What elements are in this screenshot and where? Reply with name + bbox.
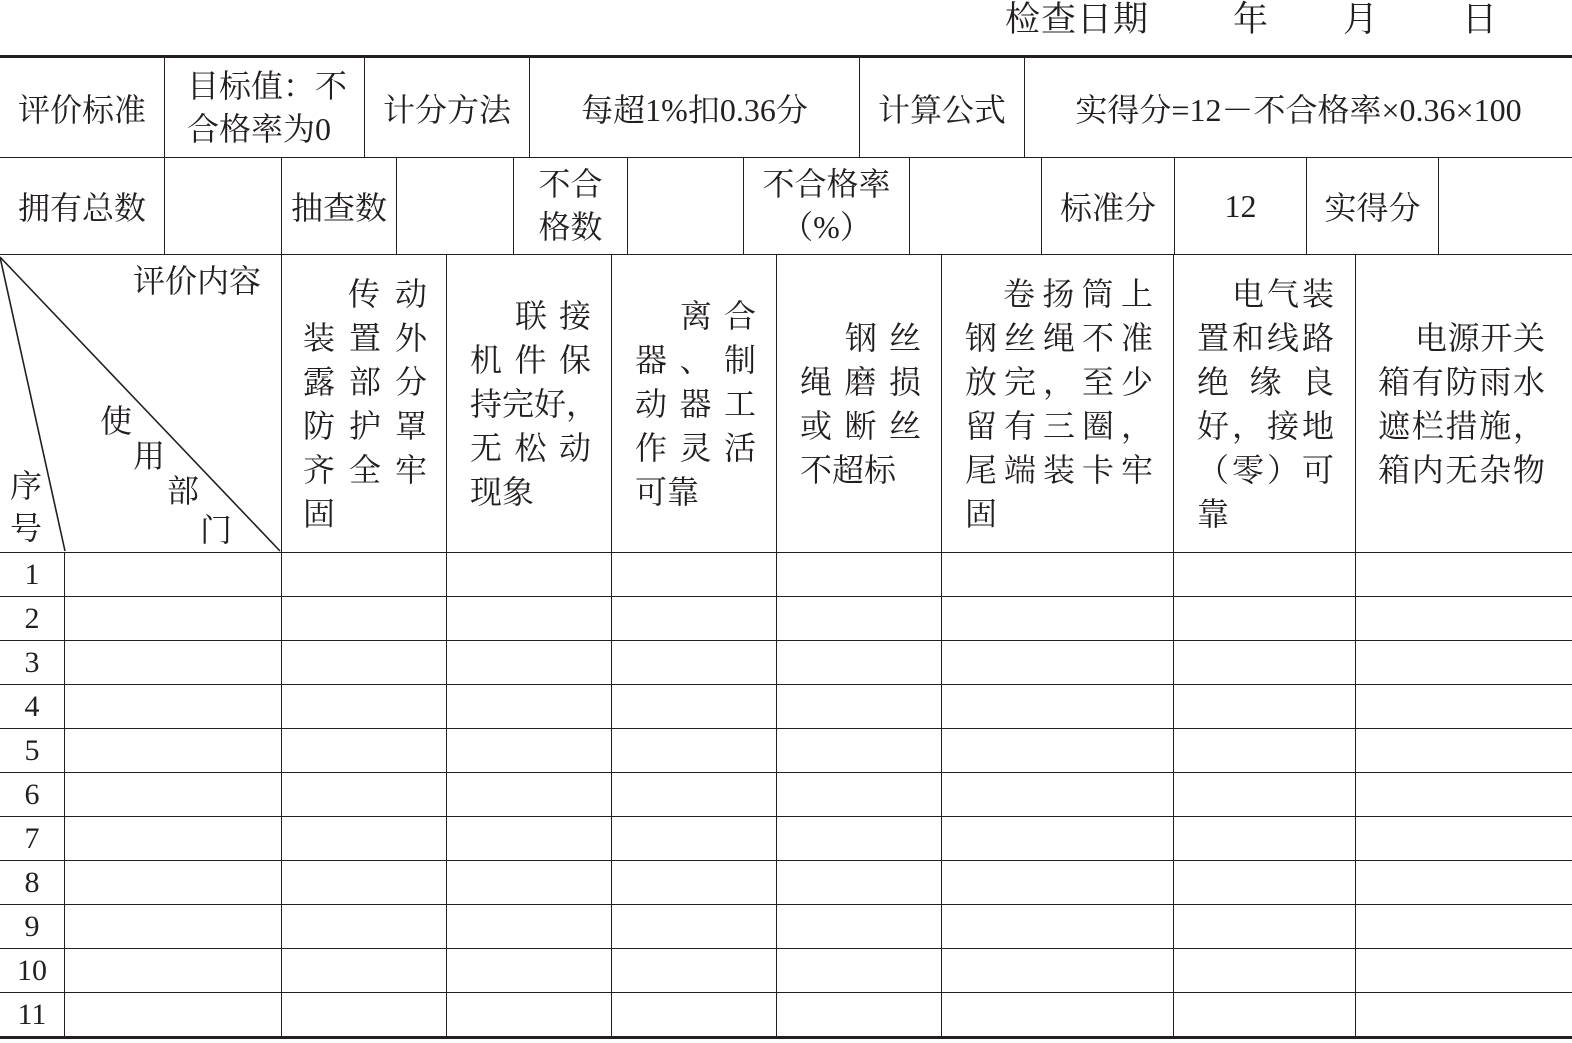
index-label-char: 序 (10, 468, 43, 504)
department-cell (65, 553, 282, 597)
criterion-text-line: 箱有防雨水 (1378, 363, 1545, 400)
check-cell-wire-rope (777, 905, 942, 949)
formula-value: 实得分=12－不合格率×0.36×100 (1075, 91, 1522, 128)
total-count-label-cell (0, 158, 165, 255)
check-cell-power-box (1356, 773, 1572, 817)
row-index: 6 (24, 777, 40, 811)
department-label-char: 使 (100, 403, 133, 439)
criterion-drum-rope-header (942, 255, 1174, 553)
corner-diagonal-lines (0, 255, 281, 552)
check-cell-drum-rope (942, 993, 1174, 1039)
check-cell-drum-rope (942, 861, 1174, 905)
scoring-method-label: 计分方法 (382, 91, 511, 128)
criterion-text-line: 无松动 (470, 429, 591, 466)
criterion-guard-header (282, 255, 447, 553)
criterion-text-line: 好，接地 (1197, 407, 1334, 444)
criterion-text-line: 遮栏措施， (1378, 407, 1545, 444)
check-cell-electrical (1174, 773, 1356, 817)
criterion-text-line: 作灵活 (635, 429, 756, 466)
criterion-text-line: 防护罩 (303, 407, 427, 444)
criterion-text-line: 电气装 (1232, 275, 1334, 312)
criterion-text-line: 器、制 (635, 341, 756, 378)
criterion-wire-rope-header (777, 255, 942, 553)
fail-rate-value-cell (910, 158, 1042, 255)
criterion-text-line: 机件保 (470, 341, 591, 378)
row-index-cell (0, 641, 65, 685)
criterion-text-line: 或断丝 (800, 407, 921, 444)
total-count-value-cell (165, 158, 282, 255)
check-cell-power-box (1356, 949, 1572, 993)
check-cell-clutch-brake (612, 553, 777, 597)
check-cell-guard (282, 641, 447, 685)
failed-count-label-line: 不合 (538, 166, 603, 202)
check-cell-guard (282, 905, 447, 949)
check-cell-power-box (1356, 905, 1572, 949)
check-cell-power-box (1356, 685, 1572, 729)
check-cell-drum-rope (942, 729, 1174, 773)
check-cell-guard (282, 861, 447, 905)
standard-score-label-cell (1042, 158, 1175, 255)
criterion-text-line: 固 (965, 495, 998, 532)
check-cell-electrical (1174, 993, 1356, 1039)
check-cell-clutch-brake (612, 861, 777, 905)
check-cell-guard (282, 553, 447, 597)
row-index: 3 (24, 645, 40, 679)
check-cell-coupling (447, 729, 612, 773)
scoring-method-value-cell (530, 58, 860, 158)
row-index-cell (0, 773, 65, 817)
criterion-text-line: 靠 (1197, 495, 1230, 532)
criterion-power-box-header (1356, 255, 1572, 553)
fail-rate-label-line: 不合格率 (762, 166, 891, 202)
row-index: 5 (24, 733, 40, 767)
criterion-text-line: 露部分 (303, 363, 427, 400)
check-cell-clutch-brake (612, 993, 777, 1039)
row-index: 9 (24, 909, 40, 943)
criterion-text-line: 离合 (680, 297, 756, 334)
department-cell (65, 949, 282, 993)
inspection-date-label: 检查日期 (1005, 0, 1150, 39)
check-cell-electrical (1174, 949, 1356, 993)
check-cell-electrical (1174, 905, 1356, 949)
check-cell-clutch-brake (612, 949, 777, 993)
check-cell-electrical (1174, 685, 1356, 729)
check-cell-wire-rope (777, 597, 942, 641)
criterion-text-line: 传动 (348, 275, 427, 312)
department-cell (65, 729, 282, 773)
check-cell-guard (282, 597, 447, 641)
department-cell (65, 641, 282, 685)
criterion-text-line: 钢丝 (845, 319, 921, 356)
criterion-text-line: 齐全牢 (303, 451, 427, 488)
failed-count-value-cell (628, 158, 744, 255)
check-cell-guard (282, 685, 447, 729)
check-cell-drum-rope (942, 553, 1174, 597)
check-cell-wire-rope (777, 685, 942, 729)
index-label-char: 号 (10, 510, 43, 546)
department-cell (65, 861, 282, 905)
check-cell-coupling (447, 949, 612, 993)
check-cell-guard (282, 993, 447, 1039)
formula-value-cell (1025, 58, 1572, 158)
check-cell-drum-rope (942, 949, 1174, 993)
check-cell-electrical (1174, 861, 1356, 905)
department-cell (65, 817, 282, 861)
check-cell-drum-rope (942, 685, 1174, 729)
criterion-text-line: 不超标 (800, 451, 897, 488)
criterion-text-line: 卷扬筒上 (1003, 275, 1153, 312)
actual-score-label: 实得分 (1324, 190, 1421, 226)
check-cell-clutch-brake (612, 597, 777, 641)
criterion-text-line: 动器工 (635, 385, 756, 422)
formula-label-cell (860, 58, 1025, 158)
criteria-row (0, 55, 1572, 158)
row-index-cell (0, 597, 65, 641)
criterion-coupling-header (447, 255, 612, 553)
criterion-text-line: 现象 (470, 473, 535, 510)
department-label-char: 用 (133, 438, 166, 474)
department-cell (65, 905, 282, 949)
scoring-method-label-cell (365, 58, 530, 158)
fail-rate-label-cell (744, 158, 910, 255)
check-cell-clutch-brake (612, 685, 777, 729)
row-index: 8 (24, 865, 40, 899)
check-cell-clutch-brake (612, 729, 777, 773)
check-cell-drum-rope (942, 773, 1174, 817)
actual-score-label-cell (1307, 158, 1439, 255)
criterion-electrical-header (1174, 255, 1356, 553)
criterion-text-line: （零）可 (1197, 451, 1334, 488)
check-cell-coupling (447, 773, 612, 817)
department-cell (65, 773, 282, 817)
row-index-cell (0, 685, 65, 729)
criterion-text-line: 装置外 (303, 319, 427, 356)
check-cell-electrical (1174, 817, 1356, 861)
check-cell-wire-rope (777, 553, 942, 597)
diagonal-line (0, 257, 280, 551)
formula-label: 计算公式 (877, 91, 1006, 128)
criterion-text-line: 绝缘良 (1197, 363, 1334, 400)
month-label: 月 (1343, 0, 1380, 39)
criterion-text-line: 钢丝绳不准 (965, 319, 1153, 356)
check-cell-coupling (447, 861, 612, 905)
evaluation-standard-label: 评价标准 (17, 91, 146, 128)
check-cell-power-box (1356, 861, 1572, 905)
check-cell-clutch-brake (612, 641, 777, 685)
diagonal-line (0, 257, 65, 551)
actual-score-value-cell (1439, 158, 1572, 255)
failed-count-label-line: 格数 (538, 209, 603, 245)
check-cell-drum-rope (942, 905, 1174, 949)
check-cell-electrical (1174, 553, 1356, 597)
row-index-cell (0, 949, 65, 993)
department-cell (65, 597, 282, 641)
check-cell-wire-rope (777, 949, 942, 993)
row-index: 2 (24, 601, 40, 635)
check-cell-power-box (1356, 729, 1572, 773)
check-cell-coupling (447, 597, 612, 641)
year-label: 年 (1233, 0, 1270, 39)
check-cell-clutch-brake (612, 773, 777, 817)
standard-score-value-cell (1175, 158, 1307, 255)
check-cell-guard (282, 817, 447, 861)
row-index: 11 (17, 997, 47, 1031)
row-index-cell (0, 993, 65, 1039)
row-index-cell (0, 861, 65, 905)
criterion-text-line: 留有三圈， (965, 407, 1153, 444)
row-index-cell (0, 817, 65, 861)
department-label-char: 部 (167, 473, 200, 509)
evaluation-content-label: 评价内容 (133, 263, 262, 299)
check-cell-wire-rope (777, 773, 942, 817)
sampled-count-value-cell (397, 158, 514, 255)
criterion-text-line: 联接 (515, 297, 591, 334)
total-count-label: 拥有总数 (17, 190, 146, 226)
check-cell-coupling (447, 993, 612, 1039)
criterion-text-line: 放完，至少 (965, 363, 1153, 400)
check-cell-coupling (447, 905, 612, 949)
check-cell-power-box (1356, 993, 1572, 1039)
day-label: 日 (1462, 0, 1499, 39)
summary-row (0, 158, 1572, 255)
check-cell-electrical (1174, 597, 1356, 641)
criterion-text-line: 电源开关 (1415, 319, 1545, 356)
criterion-text-line: 尾端装卡牢 (965, 451, 1153, 488)
failed-count-label-cell (514, 158, 628, 255)
criterion-text-line: 绳磨损 (800, 363, 921, 400)
check-cell-power-box (1356, 641, 1572, 685)
sampled-count-label-cell (282, 158, 397, 255)
check-cell-coupling (447, 553, 612, 597)
check-cell-clutch-brake (612, 817, 777, 861)
standard-score-label: 标准分 (1059, 190, 1156, 226)
department-cell (65, 993, 282, 1039)
check-cell-drum-rope (942, 817, 1174, 861)
check-cell-wire-rope (777, 993, 942, 1039)
criterion-text-line: 固 (303, 495, 336, 532)
criterion-text-line: 置和线路 (1197, 319, 1334, 356)
check-cell-drum-rope (942, 597, 1174, 641)
evaluation-table (0, 255, 1572, 1039)
row-index: 1 (24, 557, 40, 591)
check-cell-wire-rope (777, 817, 942, 861)
check-cell-guard (282, 949, 447, 993)
check-cell-coupling (447, 685, 612, 729)
check-cell-drum-rope (942, 641, 1174, 685)
row-index-cell (0, 729, 65, 773)
corner-header-cell (0, 255, 282, 553)
target-value-line: 目标值：不 (187, 67, 348, 104)
check-cell-wire-rope (777, 729, 942, 773)
row-index: 4 (24, 689, 40, 723)
standard-score-value: 12 (1224, 187, 1257, 224)
fail-rate-label-line: （%） (781, 209, 872, 245)
target-value-cell (165, 58, 365, 158)
row-index: 10 (17, 953, 47, 987)
row-index-cell (0, 905, 65, 949)
scoring-method-value: 每超1%扣0.36分 (581, 91, 808, 128)
check-cell-electrical (1174, 641, 1356, 685)
row-index: 7 (24, 821, 40, 855)
row-index-cell (0, 553, 65, 597)
check-cell-power-box (1356, 553, 1572, 597)
department-label-char: 门 (200, 512, 233, 548)
evaluation-standard-label-cell (0, 58, 165, 158)
check-cell-power-box (1356, 817, 1572, 861)
sampled-count-label: 抽查数 (290, 190, 387, 226)
check-cell-guard (282, 773, 447, 817)
check-cell-clutch-brake (612, 905, 777, 949)
check-cell-electrical (1174, 729, 1356, 773)
check-cell-wire-rope (777, 861, 942, 905)
check-cell-wire-rope (777, 641, 942, 685)
check-cell-power-box (1356, 597, 1572, 641)
check-cell-coupling (447, 641, 612, 685)
department-cell (65, 685, 282, 729)
criterion-text-line: 箱内无杂物 (1378, 451, 1545, 488)
target-value-line: 合格率为0 (187, 110, 332, 147)
check-cell-coupling (447, 817, 612, 861)
criterion-clutch-brake-header (612, 255, 777, 553)
criterion-text-line: 可靠 (635, 473, 700, 510)
criterion-text-line: 持完好， (470, 385, 599, 422)
check-cell-guard (282, 729, 447, 773)
